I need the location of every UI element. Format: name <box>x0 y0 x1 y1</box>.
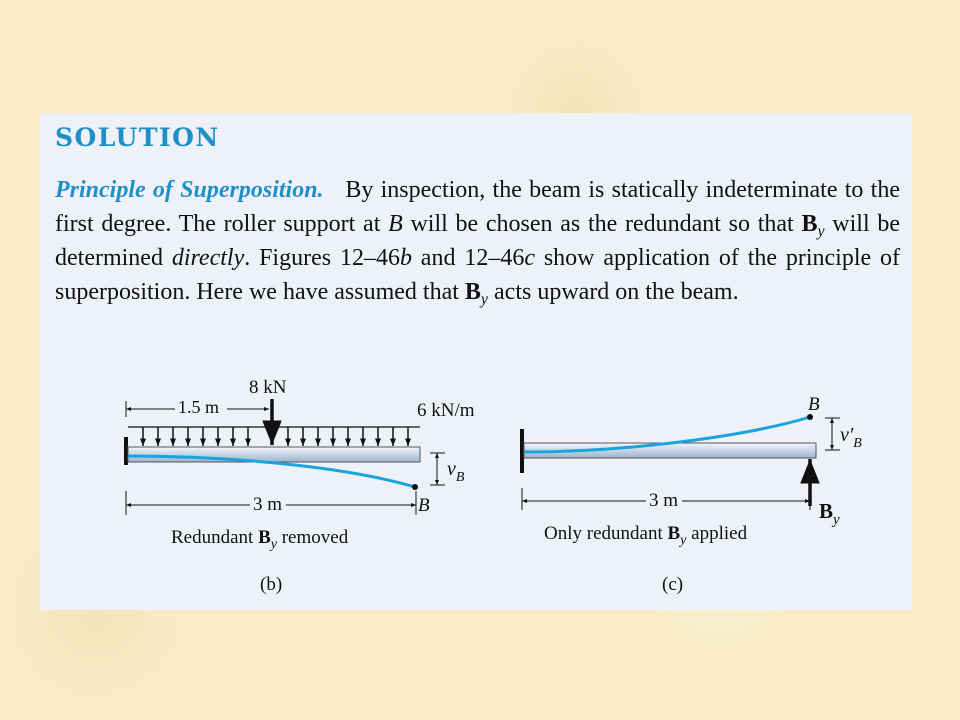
text-run: y <box>817 223 825 240</box>
fixed-support-wall <box>520 429 524 473</box>
text-run: B <box>801 211 818 237</box>
text-run: will be determined <box>55 211 900 271</box>
superposition-figure <box>40 113 912 610</box>
deflection-symbol: v <box>447 458 456 480</box>
dimension-to-load-label: 1.5 m <box>178 397 220 417</box>
span-label: 3 m <box>253 494 283 515</box>
distributed-load-label: 6 kN/m <box>417 400 475 421</box>
end-label-B: B <box>418 495 430 516</box>
figure-b-tag: (b) <box>260 574 283 595</box>
figure-c <box>520 394 862 595</box>
caption-b <box>171 527 349 552</box>
deflection-subscript: B <box>455 470 465 485</box>
text-run: B <box>388 211 403 237</box>
text-run: B <box>464 279 481 305</box>
deflection-label <box>840 424 862 451</box>
fixed-support-wall <box>124 437 128 465</box>
text-run: . Figures 12–46 <box>244 245 400 271</box>
caption-c-text-end: applied <box>686 523 748 544</box>
beam-end-point <box>412 484 418 490</box>
figure-c-tag: (c) <box>662 574 684 595</box>
end-label-B: B <box>808 394 820 415</box>
distributed-load-arrows <box>128 427 420 446</box>
text-run: acts upward on the beam. <box>488 279 739 305</box>
solution-panel <box>40 113 912 610</box>
redundant-force-label <box>819 499 840 528</box>
beam <box>128 447 420 462</box>
text-run: c <box>524 245 535 271</box>
text-run: directly <box>171 245 245 271</box>
caption-c-text: Only redundant <box>544 523 668 544</box>
text-run: b <box>399 245 412 271</box>
caption-b-force: B <box>258 527 271 548</box>
text-run: By inspection, the beam is statically indeterminate to the first degree. The roller support at <box>55 177 900 237</box>
figure-b <box>124 377 475 595</box>
deflection-symbol: v′ <box>840 424 854 446</box>
deflection-label <box>447 458 465 485</box>
caption-b-text-end: removed <box>276 527 349 548</box>
span-label: 3 m <box>649 490 679 511</box>
caption-b-text: Redundant <box>171 527 259 548</box>
text-run: show application of the principle of superposition. Here we have assumed that <box>55 245 901 305</box>
run-in-heading: Principle of Superposition. <box>55 177 324 203</box>
force-subscript: y <box>833 512 840 528</box>
text-run: and 12–46 <box>411 245 525 271</box>
caption-b-subscript: y <box>270 537 277 552</box>
caption-c-force: B <box>667 523 681 544</box>
deflection-subscript: B <box>853 436 862 451</box>
caption-c <box>544 523 748 548</box>
caption-c-subscript: y <box>680 533 687 548</box>
force-symbol: B <box>819 499 834 523</box>
text-run: will be chosen as the redundant so that <box>402 211 802 237</box>
solution-heading: SOLUTION <box>55 123 220 152</box>
point-load-label: 8 kN <box>249 377 287 398</box>
text-run: y <box>480 291 489 308</box>
